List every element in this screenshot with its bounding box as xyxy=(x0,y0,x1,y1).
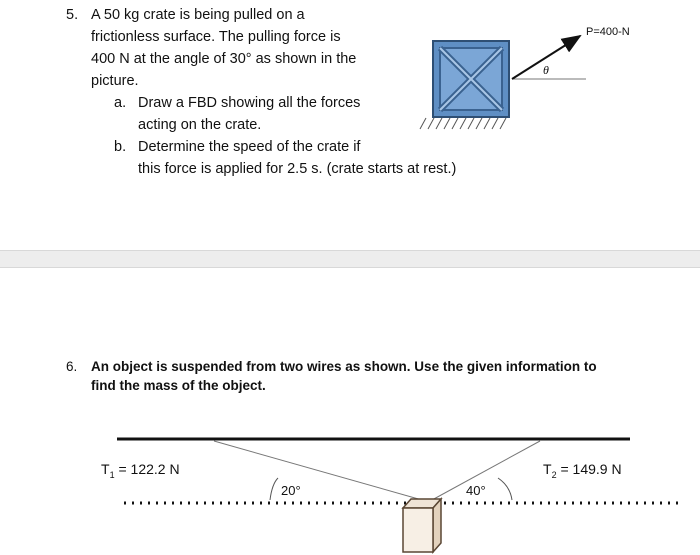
wire-2 xyxy=(432,441,540,500)
part-a-label: a. xyxy=(114,95,127,111)
problem-5-number: 5. xyxy=(66,7,79,23)
ground-hatching xyxy=(420,118,506,129)
part-b-line-2: this force is applied for 2.5 s. (crate starts at rest.) xyxy=(138,161,457,177)
crate xyxy=(433,41,509,117)
part-a-line-1: Draw a FBD showing all the forces xyxy=(138,95,361,111)
angle-20-label: 20° xyxy=(281,483,301,498)
tension-2-label: $T_2 = 149.9$ N xyxy=(543,461,622,480)
problem-5-line-3: 400 N at the angle of 30° as shown in the xyxy=(91,51,357,67)
problem-5-line-2: frictionless surface. The pulling force is xyxy=(91,29,341,45)
part-a-line-2: acting on the crate. xyxy=(138,117,262,133)
angle-arc-2 xyxy=(498,478,512,500)
problem-5-line-1: A 50 kg crate is being pulled on a xyxy=(91,7,305,23)
tension-1-label: $T_1 = 122.2$ N xyxy=(101,461,180,480)
suspended-object-figure xyxy=(0,420,700,555)
angle-theta-label: θ xyxy=(543,63,549,77)
problem-5-line-4: picture. xyxy=(91,73,139,89)
hanging-block xyxy=(403,499,441,552)
part-b-label: b. xyxy=(114,139,127,155)
problem-6-line-1: An object is suspended from two wires as shown. Use the given information to xyxy=(91,359,597,374)
part-b-line-1: Determine the speed of the crate if xyxy=(138,139,361,155)
crate-figure xyxy=(0,0,700,240)
section-separator xyxy=(0,250,700,268)
wire-1 xyxy=(214,441,422,500)
angle-arc-1 xyxy=(270,478,278,500)
force-label: P=400-N xyxy=(586,26,630,38)
problem-6-line-2: find the mass of the object. xyxy=(91,378,266,393)
problem-6-number: 6. xyxy=(66,359,78,374)
angle-40-label: 40° xyxy=(466,483,486,498)
